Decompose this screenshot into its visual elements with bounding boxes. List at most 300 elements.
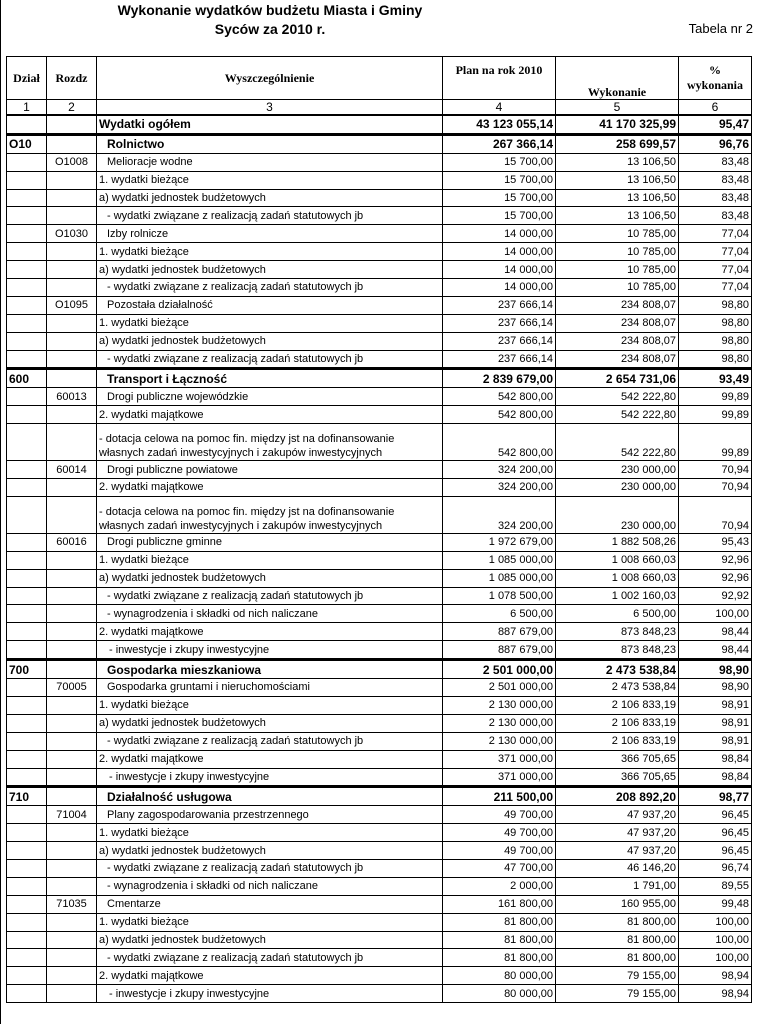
- cell-wykonanie: 10 785,00: [556, 243, 679, 261]
- cell-description: Drogi publiczne powiatowe: [97, 461, 443, 479]
- cell-wykonanie: 47 937,20: [556, 842, 679, 860]
- table-row: [7, 189, 752, 207]
- cell-rozdz: [47, 496, 97, 533]
- table-row: [7, 696, 752, 714]
- cell-plan: 2 130 000,00: [443, 732, 556, 750]
- cell-dzial: [7, 153, 47, 171]
- cell-dzial: [7, 985, 47, 1003]
- cell-description: Rolnictwo: [97, 134, 443, 153]
- cell-rozdz: [47, 115, 97, 134]
- cell-description: Pozostała działalność: [97, 296, 443, 314]
- cell-wykonanie: 79 155,00: [556, 967, 679, 985]
- col-num-5: 5: [556, 100, 679, 116]
- table-row: [7, 967, 752, 985]
- table-row: [7, 859, 752, 877]
- table-row: [7, 388, 752, 406]
- cell-procent: 96,74: [679, 859, 752, 877]
- cell-rozdz: [47, 424, 97, 461]
- cell-procent: 70,94: [679, 496, 752, 533]
- cell-description: - inwestycje i zkupy inwestycyjne: [97, 768, 443, 787]
- cell-rozdz: [47, 332, 97, 350]
- cell-procent: 98,94: [679, 985, 752, 1003]
- cell-wykonanie: 542 222,80: [556, 424, 679, 461]
- table-row: [7, 895, 752, 913]
- cell-wykonanie: 258 699,57: [556, 134, 679, 153]
- cell-plan: 14 000,00: [443, 243, 556, 261]
- header-row: [7, 57, 752, 100]
- cell-dzial: [7, 750, 47, 768]
- cell-rozdz: [47, 134, 97, 153]
- cell-description: 2. wydatki majątkowe: [97, 479, 443, 497]
- cell-procent: 92,92: [679, 587, 752, 605]
- cell-wykonanie: 234 808,07: [556, 296, 679, 314]
- cell-description: a) wydatki jednostek budżetowych: [97, 714, 443, 732]
- table-row: [7, 369, 752, 388]
- cell-procent: 98,44: [679, 623, 752, 641]
- cell-dzial: [7, 859, 47, 877]
- cell-plan: 237 666,14: [443, 350, 556, 369]
- cell-plan: 81 800,00: [443, 931, 556, 949]
- cell-description: 1. wydatki bieżące: [97, 913, 443, 931]
- cell-dzial: [7, 806, 47, 824]
- cell-plan: 80 000,00: [443, 967, 556, 985]
- table-row: [7, 153, 752, 171]
- cell-rozdz: [47, 551, 97, 569]
- cell-dzial: [7, 314, 47, 332]
- cell-dzial: [7, 406, 47, 424]
- cell-wykonanie: 46 146,20: [556, 859, 679, 877]
- cell-dzial: [7, 279, 47, 297]
- cell-wykonanie: 208 892,20: [556, 787, 679, 806]
- cell-dzial: [7, 332, 47, 350]
- cell-plan: 15 700,00: [443, 171, 556, 189]
- cell-dzial: [7, 243, 47, 261]
- cell-rozdz: [47, 842, 97, 860]
- cell-procent: 98,80: [679, 314, 752, 332]
- col-num-4: 4: [443, 100, 556, 116]
- cell-plan: 324 200,00: [443, 496, 556, 533]
- cell-wykonanie: 230 000,00: [556, 496, 679, 533]
- cell-rozdz: [47, 732, 97, 750]
- cell-description: - wydatki związane z realizacją zadań statutowych jb: [97, 279, 443, 297]
- cell-wykonanie: 2 473 538,84: [556, 660, 679, 679]
- title-line-2: Syców za 2010 r.: [214, 21, 326, 37]
- cell-description: 1. wydatki bieżące: [97, 824, 443, 842]
- cell-dzial: [7, 207, 47, 225]
- cell-plan: 1 085 000,00: [443, 551, 556, 569]
- table-row: [7, 913, 752, 931]
- cell-wykonanie: 10 785,00: [556, 225, 679, 243]
- cell-plan: 14 000,00: [443, 261, 556, 279]
- cell-wykonanie: 79 155,00: [556, 985, 679, 1003]
- header-wykonanie: Wykonanie: [556, 57, 679, 100]
- cell-wykonanie: 13 106,50: [556, 207, 679, 225]
- cell-description: 2. wydatki majątkowe: [97, 750, 443, 768]
- cell-rozdz: [47, 931, 97, 949]
- table-row: [7, 877, 752, 895]
- cell-procent: 98,80: [679, 296, 752, 314]
- cell-description: Plany zagospodarowania przestrzennego: [97, 806, 443, 824]
- cell-description: - wydatki związane z realizacją zadań statutowych jb: [97, 949, 443, 967]
- cell-rozdz: O1008: [47, 153, 97, 171]
- cell-plan: 324 200,00: [443, 461, 556, 479]
- cell-description: - inwestycje i zkupy inwestycyjne: [97, 985, 443, 1003]
- cell-procent: 98,91: [679, 714, 752, 732]
- cell-plan: 2 000,00: [443, 877, 556, 895]
- cell-rozdz: [47, 660, 97, 679]
- cell-rozdz: [47, 350, 97, 369]
- header-procent: % wykonania: [679, 57, 752, 100]
- table-row: [7, 332, 752, 350]
- cell-rozdz: [47, 189, 97, 207]
- cell-plan: 6 500,00: [443, 605, 556, 623]
- cell-procent: 92,96: [679, 569, 752, 587]
- table-row: [7, 824, 752, 842]
- cell-description: - wydatki związane z realizacją zadań statutowych jb: [97, 859, 443, 877]
- cell-wykonanie: 366 705,65: [556, 768, 679, 787]
- cell-rozdz: O1030: [47, 225, 97, 243]
- table-row: [7, 623, 752, 641]
- cell-description: a) wydatki jednostek budżetowych: [97, 569, 443, 587]
- cell-plan: 161 800,00: [443, 895, 556, 913]
- cell-dzial: [7, 842, 47, 860]
- cell-plan: 2 130 000,00: [443, 714, 556, 732]
- cell-wykonanie: 13 106,50: [556, 171, 679, 189]
- cell-procent: 98,91: [679, 696, 752, 714]
- cell-plan: 43 123 055,14: [443, 115, 556, 134]
- cell-plan: 14 000,00: [443, 279, 556, 297]
- cell-description: 1. wydatki bieżące: [97, 243, 443, 261]
- cell-description: - wynagrodzenia i składki od nich naliczane: [97, 605, 443, 623]
- table-row: [7, 171, 752, 189]
- cell-wykonanie: 2 473 538,84: [556, 679, 679, 697]
- cell-wykonanie: 47 937,20: [556, 806, 679, 824]
- cell-description: Gospodarka mieszkaniowa: [97, 660, 443, 679]
- cell-rozdz: [47, 641, 97, 660]
- cell-dzial: [7, 479, 47, 497]
- cell-rozdz: [47, 714, 97, 732]
- cell-dzial: [7, 388, 47, 406]
- cell-dzial: [7, 696, 47, 714]
- cell-plan: 267 366,14: [443, 134, 556, 153]
- cell-plan: 49 700,00: [443, 824, 556, 842]
- cell-plan: 15 700,00: [443, 189, 556, 207]
- cell-dzial: [7, 569, 47, 587]
- cell-wykonanie: 41 170 325,99: [556, 115, 679, 134]
- cell-wykonanie: 230 000,00: [556, 479, 679, 497]
- cell-wykonanie: 234 808,07: [556, 350, 679, 369]
- cell-description: a) wydatki jednostek budżetowych: [97, 931, 443, 949]
- cell-plan: 2 501 000,00: [443, 660, 556, 679]
- cell-rozdz: [47, 949, 97, 967]
- cell-procent: 70,94: [679, 479, 752, 497]
- cell-plan: 81 800,00: [443, 913, 556, 931]
- table-row: [7, 551, 752, 569]
- table-row: [7, 750, 752, 768]
- cell-rozdz: 60014: [47, 461, 97, 479]
- cell-procent: 96,76: [679, 134, 752, 153]
- cell-wykonanie: 81 800,00: [556, 913, 679, 931]
- cell-wykonanie: 1 882 508,26: [556, 533, 679, 551]
- cell-dzial: [7, 895, 47, 913]
- cell-dzial: [7, 424, 47, 461]
- table-row: [7, 732, 752, 750]
- table-row: [7, 587, 752, 605]
- table-row: [7, 461, 752, 479]
- table-row: [7, 243, 752, 261]
- cell-plan: 211 500,00: [443, 787, 556, 806]
- cell-rozdz: [47, 768, 97, 787]
- cell-plan: 542 800,00: [443, 406, 556, 424]
- cell-wykonanie: 542 222,80: [556, 406, 679, 424]
- table-row: [7, 660, 752, 679]
- cell-description: - wynagrodzenia i składki od nich naliczane: [97, 877, 443, 895]
- cell-procent: 98,84: [679, 768, 752, 787]
- table-row: [7, 842, 752, 860]
- cell-plan: 2 839 679,00: [443, 369, 556, 388]
- cell-procent: 92,96: [679, 551, 752, 569]
- cell-procent: 98,91: [679, 732, 752, 750]
- cell-plan: 542 800,00: [443, 424, 556, 461]
- table-row: [7, 496, 752, 533]
- cell-dzial: [7, 877, 47, 895]
- cell-wykonanie: 873 848,23: [556, 641, 679, 660]
- table-number: Tabela nr 2: [688, 21, 753, 36]
- cell-description: 1. wydatki bieżące: [97, 171, 443, 189]
- cell-wykonanie: 81 800,00: [556, 949, 679, 967]
- cell-rozdz: [47, 369, 97, 388]
- cell-wykonanie: 13 106,50: [556, 153, 679, 171]
- cell-description: Gospodarka gruntami i nieruchomościami: [97, 679, 443, 697]
- cell-plan: 237 666,14: [443, 314, 556, 332]
- cell-procent: 70,94: [679, 461, 752, 479]
- cell-plan: 80 000,00: [443, 985, 556, 1003]
- cell-rozdz: O1095: [47, 296, 97, 314]
- cell-procent: 99,89: [679, 388, 752, 406]
- cell-procent: 83,48: [679, 189, 752, 207]
- cell-description: Drogi publiczne gminne: [97, 533, 443, 551]
- cell-wykonanie: 1 008 660,03: [556, 569, 679, 587]
- cell-dzial: [7, 623, 47, 641]
- cell-dzial: [7, 350, 47, 369]
- cell-plan: 1 078 500,00: [443, 587, 556, 605]
- cell-procent: 98,94: [679, 967, 752, 985]
- table-row: [7, 949, 752, 967]
- table-row: [7, 569, 752, 587]
- cell-rozdz: [47, 587, 97, 605]
- cell-rozdz: [47, 171, 97, 189]
- cell-procent: 89,55: [679, 877, 752, 895]
- cell-wykonanie: 1 002 160,03: [556, 587, 679, 605]
- cell-procent: 98,90: [679, 660, 752, 679]
- cell-rozdz: [47, 859, 97, 877]
- cell-rozdz: [47, 569, 97, 587]
- cell-plan: 371 000,00: [443, 768, 556, 787]
- col-num-1: 1: [7, 100, 47, 116]
- cell-wykonanie: 234 808,07: [556, 314, 679, 332]
- table-row: [7, 787, 752, 806]
- cell-procent: 98,80: [679, 350, 752, 369]
- title-line-1: Wykonanie wydatków budżetu Miasta i Gminy: [117, 2, 423, 18]
- cell-rozdz: [47, 279, 97, 297]
- col-num-3: 3: [97, 100, 443, 116]
- table-row: [7, 768, 752, 787]
- cell-plan: 47 700,00: [443, 859, 556, 877]
- cell-description: 1. wydatki bieżące: [97, 551, 443, 569]
- cell-rozdz: [47, 985, 97, 1003]
- cell-rozdz: [47, 787, 97, 806]
- cell-dzial: [7, 296, 47, 314]
- header-wyszczegolnienie: Wyszczególnienie: [97, 57, 443, 100]
- cell-procent: 100,00: [679, 605, 752, 623]
- cell-procent: 95,47: [679, 115, 752, 134]
- header-plan: Plan na rok 2010: [443, 57, 556, 100]
- cell-procent: 99,89: [679, 406, 752, 424]
- cell-procent: 98,80: [679, 332, 752, 350]
- cell-plan: 2 130 000,00: [443, 696, 556, 714]
- cell-rozdz: [47, 243, 97, 261]
- table-row: [7, 314, 752, 332]
- cell-dzial: [7, 641, 47, 660]
- cell-plan: 324 200,00: [443, 479, 556, 497]
- cell-dzial: [7, 225, 47, 243]
- cell-description: - wydatki związane z realizacją zadań statutowych jb: [97, 732, 443, 750]
- cell-description: a) wydatki jednostek budżetowych: [97, 842, 443, 860]
- cell-procent: 99,89: [679, 424, 752, 461]
- cell-wykonanie: 10 785,00: [556, 279, 679, 297]
- cell-procent: 96,45: [679, 842, 752, 860]
- table-row: [7, 714, 752, 732]
- cell-rozdz: [47, 406, 97, 424]
- cell-plan: 49 700,00: [443, 842, 556, 860]
- cell-dzial: 710: [7, 787, 47, 806]
- cell-plan: 1 085 000,00: [443, 569, 556, 587]
- cell-dzial: [7, 189, 47, 207]
- table-row: [7, 296, 752, 314]
- table-row: [7, 533, 752, 551]
- cell-wykonanie: 2 106 833,19: [556, 714, 679, 732]
- cell-plan: 81 800,00: [443, 949, 556, 967]
- cell-wykonanie: 2 106 833,19: [556, 732, 679, 750]
- cell-plan: 15 700,00: [443, 153, 556, 171]
- cell-rozdz: 70005: [47, 679, 97, 697]
- cell-procent: 96,45: [679, 806, 752, 824]
- table-row: [7, 279, 752, 297]
- cell-dzial: [7, 533, 47, 551]
- cell-rozdz: [47, 479, 97, 497]
- cell-wykonanie: 2 654 731,06: [556, 369, 679, 388]
- cell-wykonanie: 234 808,07: [556, 332, 679, 350]
- cell-description: a) wydatki jednostek budżetowych: [97, 332, 443, 350]
- cell-dzial: [7, 768, 47, 787]
- cell-plan: 14 000,00: [443, 225, 556, 243]
- cell-plan: 887 679,00: [443, 623, 556, 641]
- cell-procent: 98,90: [679, 679, 752, 697]
- table-row: [7, 931, 752, 949]
- cell-rozdz: [47, 314, 97, 332]
- header-rozdz: Rozdz: [47, 57, 97, 100]
- cell-wykonanie: 81 800,00: [556, 931, 679, 949]
- cell-rozdz: [47, 696, 97, 714]
- col-num-2: 2: [47, 100, 97, 116]
- cell-wykonanie: 1 791,00: [556, 877, 679, 895]
- cell-rozdz: [47, 750, 97, 768]
- cell-description: 2. wydatki majątkowe: [97, 623, 443, 641]
- cell-dzial: [7, 587, 47, 605]
- cell-plan: 15 700,00: [443, 207, 556, 225]
- cell-plan: 237 666,14: [443, 296, 556, 314]
- cell-wykonanie: 542 222,80: [556, 388, 679, 406]
- cell-procent: 77,04: [679, 261, 752, 279]
- cell-rozdz: 60013: [47, 388, 97, 406]
- cell-plan: 1 972 679,00: [443, 533, 556, 551]
- table-row: [7, 134, 752, 153]
- budget-table: [6, 56, 752, 1003]
- cell-dzial: O10: [7, 134, 47, 153]
- cell-dzial: [7, 824, 47, 842]
- cell-dzial: [7, 949, 47, 967]
- cell-rozdz: 60016: [47, 533, 97, 551]
- cell-rozdz: [47, 824, 97, 842]
- table-row: [7, 350, 752, 369]
- cell-dzial: [7, 115, 47, 134]
- cell-dzial: [7, 679, 47, 697]
- cell-plan: 371 000,00: [443, 750, 556, 768]
- cell-description: - dotacja celowa na pomoc fin. między jst na dofinansowanie własnych zadań inwestycyjnych i zakupów inwestycyjnych: [97, 424, 443, 461]
- cell-dzial: [7, 714, 47, 732]
- cell-rozdz: [47, 877, 97, 895]
- cell-procent: 100,00: [679, 913, 752, 931]
- cell-dzial: [7, 913, 47, 931]
- header-dzial: Dział: [7, 57, 47, 100]
- cell-wykonanie: 2 106 833,19: [556, 696, 679, 714]
- cell-wykonanie: 873 848,23: [556, 623, 679, 641]
- cell-procent: 83,48: [679, 153, 752, 171]
- cell-procent: 77,04: [679, 225, 752, 243]
- cell-description: - inwestycje i zkupy inwestycyjne: [97, 641, 443, 660]
- cell-dzial: [7, 605, 47, 623]
- cell-dzial: [7, 496, 47, 533]
- table-row: [7, 261, 752, 279]
- cell-dzial: 700: [7, 660, 47, 679]
- cell-procent: 77,04: [679, 279, 752, 297]
- cell-description: Transport i Łączność: [97, 369, 443, 388]
- cell-procent: 96,45: [679, 824, 752, 842]
- table-row: [7, 479, 752, 497]
- cell-description: 1. wydatki bieżące: [97, 314, 443, 332]
- cell-rozdz: [47, 913, 97, 931]
- cell-rozdz: [47, 967, 97, 985]
- cell-rozdz: 71004: [47, 806, 97, 824]
- cell-plan: 542 800,00: [443, 388, 556, 406]
- cell-description: - wydatki związane z realizacją zadań statutowych jb: [97, 350, 443, 369]
- cell-wykonanie: 366 705,65: [556, 750, 679, 768]
- cell-description: Działalność usługowa: [97, 787, 443, 806]
- table-row: [7, 115, 752, 134]
- cell-description: 2. wydatki majątkowe: [97, 406, 443, 424]
- cell-description: a) wydatki jednostek budżetowych: [97, 189, 443, 207]
- cell-dzial: [7, 967, 47, 985]
- cell-description: - dotacja celowa na pomoc fin. między jst na dofinansowanie własnych zadań inwestycyjnych i zakupów inwestycyjnych: [97, 496, 443, 533]
- cell-wykonanie: 160 955,00: [556, 895, 679, 913]
- cell-rozdz: [47, 207, 97, 225]
- cell-procent: 98,44: [679, 641, 752, 660]
- col-num-6: 6: [679, 100, 752, 116]
- cell-procent: 100,00: [679, 949, 752, 967]
- cell-plan: 887 679,00: [443, 641, 556, 660]
- cell-wykonanie: 10 785,00: [556, 261, 679, 279]
- cell-wykonanie: 230 000,00: [556, 461, 679, 479]
